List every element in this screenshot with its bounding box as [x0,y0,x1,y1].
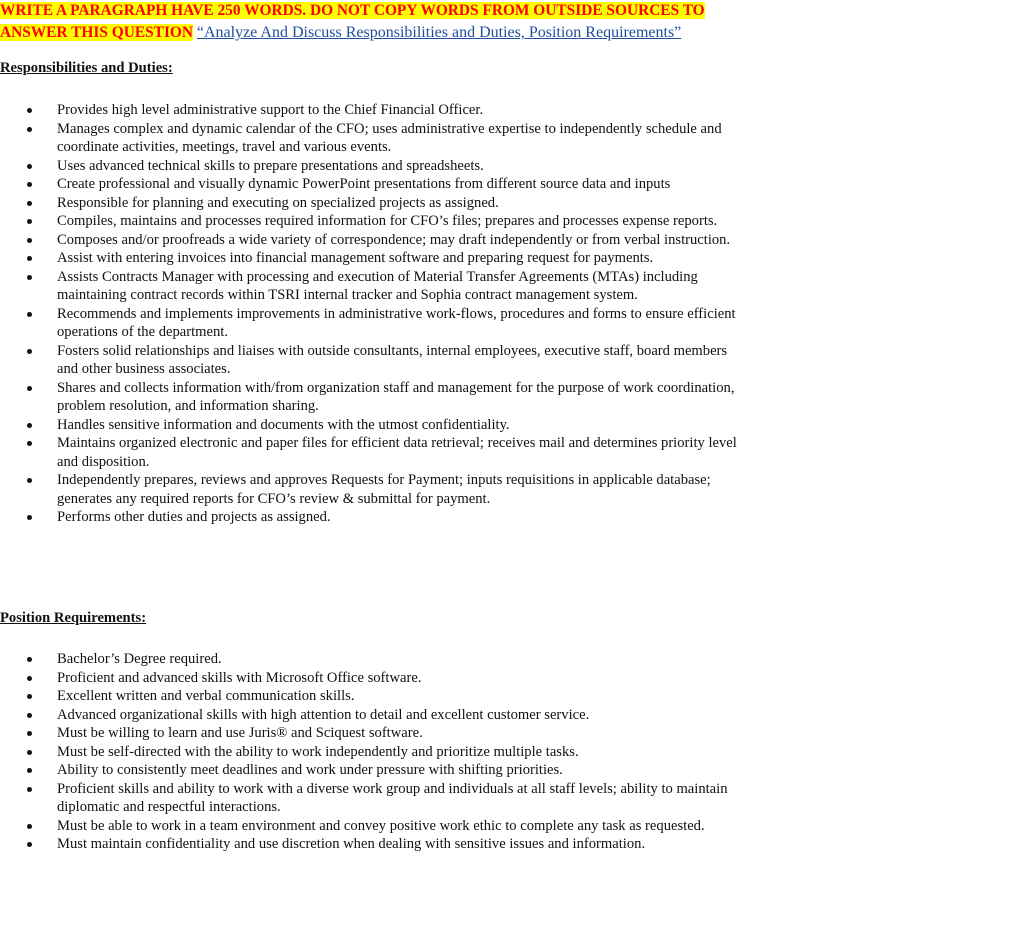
list-item-text: Create professional and visually dynamic PowerPoint presentations from different source data and inputs [57,176,671,192]
list-item-text: Ability to consistently meet deadlines and work under pressure with shifting priorities. [57,762,563,778]
bullet-icon [27,657,32,662]
list-item-text: Compiles, maintains and processes required information for CFO’s files; prepares and processes expense reports. [57,213,718,229]
bullet-icon [27,219,32,224]
duties-list [0,101,740,527]
bullet-icon [27,108,32,113]
list-item [0,379,740,416]
list-item [0,817,740,836]
instruction-line-1: WRITE A PARAGRAPH HAVE 250 WORDS. DO NOT COPY WORDS FROM OUTSIDE SOURCES TO [0,2,705,19]
list-item-text: Responsible for planning and executing on specialized projects as assigned. [57,194,499,211]
list-item [0,305,740,342]
list-item-text: Uses advanced technical skills to prepare presentations and spreadsheets. [57,157,484,174]
list-item [0,434,740,471]
list-item [0,342,740,379]
list-item-text: Must maintain confidentiality and use discretion when dealing with sensitive issues and information. [57,836,646,852]
instruction-line-2: ANSWER THIS QUESTION [0,24,194,41]
list-item-text: Recommends and implements improvements in administrative work-flows, procedures and forms to ensure efficient operations of the department. [57,305,736,340]
list-item-text: Must be self-directed with the ability to work independently and prioritize multiple tasks. [57,743,579,760]
duties-heading: Responsibilities and Duties: [0,60,173,76]
bullet-icon [27,731,32,736]
list-item-text: Must be willing to learn and use Juris® and Sciquest software. [57,725,423,741]
bullet-icon [27,423,32,428]
list-item-text: Excellent written and verbal communication skills. [57,688,355,704]
list-item [0,669,740,688]
list-item-text: Assists Contracts Manager with processing and execution of Material Transfer Agreements (MTAs) including maintaining contract records within TSRI internal tracker and Sophia contract management system. [57,268,698,303]
bullet-icon [27,694,32,699]
bullet-icon [27,824,32,829]
list-item [0,508,740,527]
bullet-icon [27,164,32,169]
bullet-icon [27,201,32,206]
bullet-icon [27,478,32,483]
list-item [0,724,740,743]
list-item [0,650,740,669]
list-item-text: Maintains organized electronic and paper files for efficient data retrieval; receives mail and determines priority level and disposition. [57,435,737,470]
list-item-text: Shares and collects information with/from organization staff and management for the purpose of work coordination, problem resolution, and information sharing. [57,379,735,414]
bullet-icon [27,515,32,520]
bullet-icon [27,441,32,446]
list-item [0,416,740,435]
list-item [0,101,740,120]
list-item [0,687,740,706]
list-item-text: Fosters solid relationships and liaises with outside consultants, internal employees, executive staff, board members and other business associates. [57,342,728,377]
list-item [0,706,740,725]
list-item-text: Bachelor’s Degree required. [57,651,222,667]
list-item-text: Provides high level administrative support to the Chief Financial Officer. [57,102,484,118]
bullet-icon [27,842,32,847]
list-item [0,268,740,305]
list-item [0,761,740,780]
bullet-icon [27,182,32,187]
bullet-icon [27,127,32,132]
bullet-icon [27,275,32,280]
list-item [0,835,740,854]
bullet-icon [27,238,32,243]
list-item-text: Independently prepares, reviews and approves Requests for Payment; inputs requisitions in applicable database; generates any required reports for CFO’s review & submittal for payment. [57,472,711,507]
list-item-text: Must be able to work in a team environment and convey positive work ethic to complete any task as requested. [57,817,705,834]
list-item [0,120,740,157]
list-item [0,743,740,762]
list-item [0,194,740,213]
list-item [0,471,740,508]
question-text: “Analyze And Discuss Responsibilities and Duties, Position Requirements” [196,24,682,41]
list-item [0,249,740,268]
bullet-icon [27,713,32,718]
list-item [0,157,740,176]
bullet-icon [27,750,32,755]
bullet-icon [27,386,32,391]
list-item [0,231,740,250]
bullet-icon [27,768,32,773]
list-item-text: Manages complex and dynamic calendar of the CFO; uses administrative expertise to independently schedule and coordinate activities, meetings, travel and various events. [57,120,722,155]
question-header [0,0,740,44]
list-item-text: Handles sensitive information and documents with the utmost confidentiality. [57,416,510,433]
list-item [0,175,740,194]
list-item [0,212,740,231]
list-item-text: Composes and/or proofreads a wide variety of correspondence; may draft independently or from verbal instruction. [57,231,731,248]
bullet-icon [27,787,32,792]
requirements-heading: Position Requirements: [0,610,147,626]
list-item-text: Advanced organizational skills with high attention to detail and excellent customer service. [57,706,590,723]
list-item [0,780,740,817]
requirements-list [0,650,740,854]
bullet-icon [27,349,32,354]
bullet-icon [27,256,32,261]
list-item-text: Performs other duties and projects as assigned. [57,509,331,525]
list-item-text: Assist with entering invoices into financial management software and preparing request for payments. [57,250,654,266]
bullet-icon [27,676,32,681]
list-item-text: Proficient and advanced skills with Microsoft Office software. [57,669,422,686]
bullet-icon [27,312,32,317]
list-item-text: Proficient skills and ability to work with a diverse work group and individuals at all staff levels; ability to maintain diplomatic and respectful interactions. [57,780,728,815]
